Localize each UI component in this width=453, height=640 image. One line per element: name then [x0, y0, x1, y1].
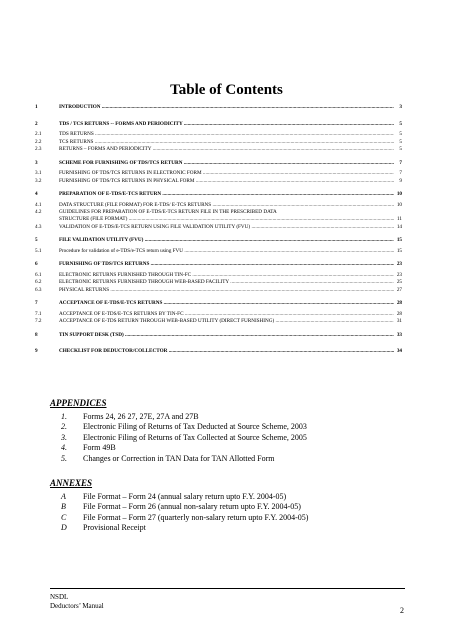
- toc-chapter[interactable]: [35, 261, 402, 269]
- toc-page-number: 10: [394, 202, 402, 210]
- toc-section[interactable]: [35, 170, 402, 178]
- page-number: 2: [400, 606, 404, 615]
- page-title: Table of Contents: [170, 82, 283, 98]
- toc-section[interactable]: [35, 224, 402, 232]
- toc-page-number: 34: [394, 348, 402, 356]
- toc-number: 9: [35, 348, 38, 354]
- toc-title: ACCEPTANCE OF E-TDS/E-TCS RETURNS .....: [59, 300, 394, 308]
- toc-page-number: 7: [394, 160, 402, 168]
- toc-chapter[interactable]: [35, 300, 402, 308]
- toc-title: FURNISHING OF TDS/TCS RETURNS IN PHYSICAL FORM .....: [59, 178, 394, 186]
- item-text: Electronic Filing of Returns of Tax Collected at Source Scheme, 2005: [83, 432, 307, 442]
- item-text: File Format – Form 24 (annual salary return upto F.Y. 2004-05): [83, 492, 287, 501]
- item-text: Forms 24, 26 27, 27E, 27A and 27B: [83, 412, 199, 421]
- footer-org: NSDL: [50, 593, 69, 601]
- toc-title: ACCEPTANCE OF E-TDS RETURN THROUGH WEB-BASED UTILITY (DIRECT FURNISHING) .....: [59, 318, 394, 326]
- toc-title: GUIDELINES FOR PREPARATION OF E-TDS/E-TCS RETURN FILE IN THE PRESCRIBED DATA: [59, 209, 277, 215]
- toc-chapter[interactable]: [35, 237, 402, 245]
- toc-section[interactable]: [35, 311, 402, 319]
- footer-manual: Deductors’ Manual: [50, 602, 104, 610]
- toc-number: 8: [35, 331, 38, 338]
- toc-title: VALIDATION OF E-TDS/E-TCS RETURN USING FILE VALIDATION UTILITY (FVU) .....: [59, 224, 394, 232]
- table-of-contents: [35, 104, 402, 359]
- appendices-heading: APPENDICES: [50, 398, 107, 408]
- toc-number: 5.1: [35, 247, 42, 254]
- toc-title: ELECTRONIC RETURNS FURNISHED THROUGH TIN-FC .....: [59, 272, 394, 280]
- toc-number: 7.1: [35, 310, 42, 317]
- item-label: 2.: [61, 422, 67, 432]
- toc-title: TDS / TCS RETURNS -- FORMS AND PERIODICITY .....: [59, 121, 394, 129]
- toc-number: 4.1: [35, 201, 42, 208]
- toc-section[interactable]: [35, 139, 402, 147]
- toc-number: 4.2: [35, 209, 42, 215]
- toc-chapter[interactable]: [35, 332, 402, 340]
- toc-number: 1: [35, 104, 38, 110]
- item-label: A: [61, 492, 66, 501]
- toc-section[interactable]: [35, 272, 402, 280]
- toc-page-number: 31: [394, 318, 402, 326]
- item-label: D: [61, 523, 67, 533]
- toc-spacer: [35, 356, 402, 359]
- toc-page-number: 25: [394, 279, 402, 287]
- toc-section[interactable]: [35, 131, 402, 139]
- toc-title: Procedure for validation of e-TDS/e-TCS return using FVU .....: [59, 248, 394, 256]
- footer-divider: [50, 588, 405, 589]
- toc-section[interactable]: [35, 287, 402, 295]
- toc-number: 2.2: [35, 138, 42, 145]
- item-label: B: [61, 502, 66, 512]
- item-text: Electronic Filing of Returns of Tax Deducted at Source Scheme, 2003: [83, 422, 307, 432]
- toc-number: 6.1: [35, 271, 42, 278]
- toc-page-number: 27: [394, 287, 402, 295]
- toc-title: SCHEME FOR FURNISHING OF TDS/TCS RETURN .....: [59, 160, 394, 168]
- toc-page-number: 5: [394, 121, 402, 129]
- toc-page-number: 23: [394, 272, 402, 280]
- toc-page-number: 23: [394, 261, 402, 269]
- toc-title: TCS RETURNS .....: [59, 139, 394, 147]
- item-label: C: [61, 512, 67, 522]
- toc-number: 6: [35, 261, 38, 267]
- toc-number: 7: [35, 300, 38, 306]
- toc-number: 3.1: [35, 170, 42, 176]
- toc-page-number: 5: [394, 139, 402, 147]
- toc-title: FURNISHING OF TDS/TCS RETURNS IN ELECTRONIC FORM .....: [59, 170, 394, 178]
- toc-page-number: 28: [394, 300, 402, 308]
- toc-chapter[interactable]: [35, 191, 402, 199]
- toc-number: 6.3: [35, 286, 42, 293]
- toc-page-number: 14: [394, 224, 402, 232]
- toc-section[interactable]: [35, 146, 402, 154]
- toc-section[interactable]: [35, 279, 402, 287]
- toc-title: FURNISHING OF TDS/TCS RETURNS .....: [59, 261, 394, 269]
- toc-title: ACCEPTANCE OF E-TDS/E-TCS RETURNS BY TIN-FC .....: [59, 311, 394, 319]
- toc-page-number: 28: [394, 311, 402, 319]
- toc-title: TDS RETURNS .....: [59, 131, 394, 139]
- annexes-heading: ANNEXES: [50, 478, 93, 488]
- toc-page-number: 10: [394, 191, 402, 199]
- toc-title: RETURNS – FORMS AND PERIODICITY .....: [59, 146, 394, 154]
- toc-page-number: 3: [394, 104, 402, 112]
- toc-page-number: 7: [394, 170, 402, 178]
- toc-page-number: 11: [394, 216, 402, 224]
- item-text: Provisional Receipt: [83, 523, 146, 533]
- item-text: File Format – Form 26 (annual non-salary return upto F.Y. 2004-05): [83, 502, 301, 512]
- toc-title: PREPARATION OF E-TDS/E-TCS RETURN .....: [59, 191, 394, 199]
- toc-number: 4: [35, 191, 38, 197]
- toc-chapter[interactable]: [35, 348, 402, 356]
- item-text: Changes or Correction in TAN Data for TAN Allotted Form: [83, 453, 275, 463]
- toc-number: 6.2: [35, 279, 42, 285]
- toc-page-number: 5: [394, 131, 402, 139]
- toc-number: 5: [35, 237, 38, 243]
- toc-page-number: 15: [394, 237, 402, 245]
- toc-number: 4.3: [35, 223, 42, 230]
- toc-title: FILE VALIDATION UTILITY (FVU) .....: [59, 237, 394, 245]
- item-text: File Format – Form 27 (quarterly non-salary return upto F.Y. 2004-05): [83, 512, 309, 522]
- toc-title: TIN SUPPORT DESK (TSD) .....: [59, 332, 394, 340]
- item-label: 5.: [61, 453, 67, 463]
- toc-section[interactable]: [35, 209, 402, 216]
- item-label: 4.: [61, 443, 67, 453]
- toc-title: PHYSICAL RETURNS .....: [59, 287, 394, 295]
- toc-number: 3: [35, 159, 38, 166]
- toc-chapter[interactable]: [35, 121, 402, 129]
- footer-left: [50, 593, 104, 611]
- toc-page-number: 9: [394, 178, 402, 186]
- toc-title: ELECTRONIC RETURNS FURNISHED THROUGH WEB-BASED FACILITY .....: [59, 279, 394, 287]
- toc-title: DATA STRUCTURE (FILE FORMAT) FOR E-TDS/ E-TCS RETURNS .....: [59, 202, 394, 210]
- item-label: 3.: [61, 432, 67, 442]
- toc-number: 2: [35, 120, 38, 127]
- toc-page-number: 15: [394, 248, 402, 256]
- toc-number: 7.2: [35, 318, 42, 324]
- toc-number: 3.2: [35, 177, 42, 184]
- toc-section[interactable]: [35, 248, 402, 256]
- toc-page-number: 5: [394, 146, 402, 154]
- toc-section[interactable]: [35, 318, 402, 326]
- toc-chapter[interactable]: [35, 160, 402, 168]
- toc-section[interactable]: [35, 202, 402, 210]
- item-text: Form 49B: [83, 443, 116, 453]
- item-label: 1.: [61, 412, 67, 421]
- toc-section[interactable]: [35, 216, 402, 224]
- toc-title: STRUCTURE (FILE FORMAT) .....: [59, 216, 394, 224]
- toc-page-number: 33: [394, 332, 402, 340]
- toc-chapter[interactable]: [35, 104, 402, 112]
- toc-title: CHECKLIST FOR DEDUCTOR/COLLECTOR .....: [59, 348, 394, 356]
- toc-number: 2.3: [35, 146, 42, 152]
- toc-section[interactable]: [35, 178, 402, 186]
- toc-title: INTRODUCTION .....: [59, 104, 394, 112]
- toc-number: 2.1: [35, 131, 42, 137]
